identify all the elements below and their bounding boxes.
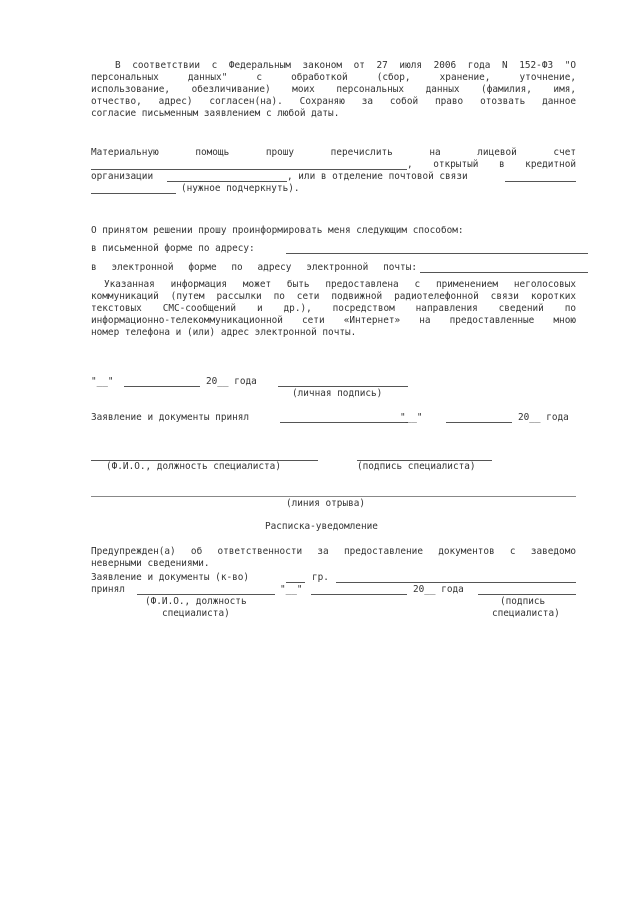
acceptance-date-year: 20__ года xyxy=(518,412,569,423)
receipt-docs-count-field[interactable] xyxy=(286,582,305,583)
consent-line-5: согласие письменным заявлением с любой даты. xyxy=(91,108,340,119)
notification-electronic-label: в электронной форме по адресу электронной почты: xyxy=(91,262,417,273)
consent-line-3: использование, обезличивание) моих персональных данных (фамилия, имя, xyxy=(91,84,576,95)
receipt-fio-caption-2: специалиста) xyxy=(162,608,230,619)
info-line-3: текстовых СМС-сообщений и др.), посредством направления сведений по xyxy=(91,303,576,314)
signature-date-year: 20__ года xyxy=(206,376,257,387)
account-number-field[interactable] xyxy=(91,169,407,170)
receipt-docs-count-label: Заявление и документы (к-во) xyxy=(91,572,250,583)
acceptance-date-month-field[interactable] xyxy=(446,422,512,423)
specialist-signature-caption: (подпись специалиста) xyxy=(357,461,476,472)
consent-line-1: В соответствии с Федеральным законом от 27 июля 2006 года N 152-ФЗ "О xyxy=(115,60,576,71)
acceptance-date-quote: "__" xyxy=(400,412,423,423)
info-line-2: коммуникаций (путем рассылки по сети подвижной радиотелефонной связи коротких xyxy=(91,291,576,302)
personal-signature-field[interactable] xyxy=(278,386,408,387)
consent-line-2: персональных данных" с обработкой (сбор, хранение, уточнение, xyxy=(91,72,576,83)
receipt-date-quote: "__" xyxy=(280,584,303,595)
receipt-signature-caption-1: (подпись xyxy=(500,596,546,607)
payment-line-3-prefix: организации xyxy=(91,171,154,182)
tear-line xyxy=(91,496,576,497)
tear-line-caption: (линия отрыва) xyxy=(286,498,366,509)
receipt-title: Расписка-уведомление xyxy=(265,521,378,532)
post-office-field[interactable] xyxy=(505,181,576,182)
info-line-1: Указанная информация может быть предоставлена с применением неголосовых xyxy=(104,279,576,290)
postal-address-field[interactable] xyxy=(286,253,588,254)
email-address-field[interactable] xyxy=(420,272,588,273)
personal-signature-caption: (личная подпись) xyxy=(292,388,383,399)
receipt-signature-caption-2: специалиста) xyxy=(492,608,560,619)
receipt-warning-line-2: неверными сведениями. xyxy=(91,558,210,569)
notification-written-label: в письменной форме по адресу: xyxy=(91,243,255,254)
credit-organization-field[interactable] xyxy=(167,181,287,182)
info-line-5: номер телефона и (или) адрес электронной почты. xyxy=(91,327,357,338)
receipt-date-year: 20__ года xyxy=(413,584,464,595)
info-line-4: информационно-телекоммуникационной сети «Интернет» на предоставленные мною xyxy=(91,315,576,326)
payment-line-2-suffix: , открытый в кредитной xyxy=(407,159,576,170)
post-office-field-continued[interactable] xyxy=(91,193,176,194)
receipt-citizen-field[interactable] xyxy=(336,582,576,583)
signature-date-month-field[interactable] xyxy=(124,386,200,387)
specialist-fio-caption: (Ф.И.О., должность специалиста) xyxy=(106,461,281,472)
acceptance-label: Заявление и документы принял xyxy=(91,412,250,423)
signature-date-quote: "__" xyxy=(91,376,114,387)
consent-line-4: отчество, адрес) согласен(на). Сохраняю за собой право отозвать данное xyxy=(91,96,576,107)
receipt-date-month-field[interactable] xyxy=(311,594,407,595)
receipt-fio-caption-1: (Ф.И.О., должность xyxy=(145,596,247,607)
notification-intro: О принятом решении прошу проинформировать меня следующим способом: xyxy=(91,225,464,236)
receipt-signature-field[interactable] xyxy=(478,594,576,595)
payment-line-3-suffix: , или в отделение почтовой связи xyxy=(287,171,468,182)
payment-line-4-suffix: (нужное подчеркнуть). xyxy=(181,183,300,194)
receipt-citizen-label: гр. xyxy=(312,572,329,583)
payment-line-1: Материальную помощь прошу перечислить на лицевой счет xyxy=(91,147,576,158)
receipt-accepted-label: принял xyxy=(91,584,125,595)
receipt-specialist-field[interactable] xyxy=(137,594,275,595)
receipt-warning-line-1: Предупрежден(а) об ответственности за предоставление документов с заведомо xyxy=(91,546,576,557)
acceptance-name-field[interactable] xyxy=(280,422,408,423)
